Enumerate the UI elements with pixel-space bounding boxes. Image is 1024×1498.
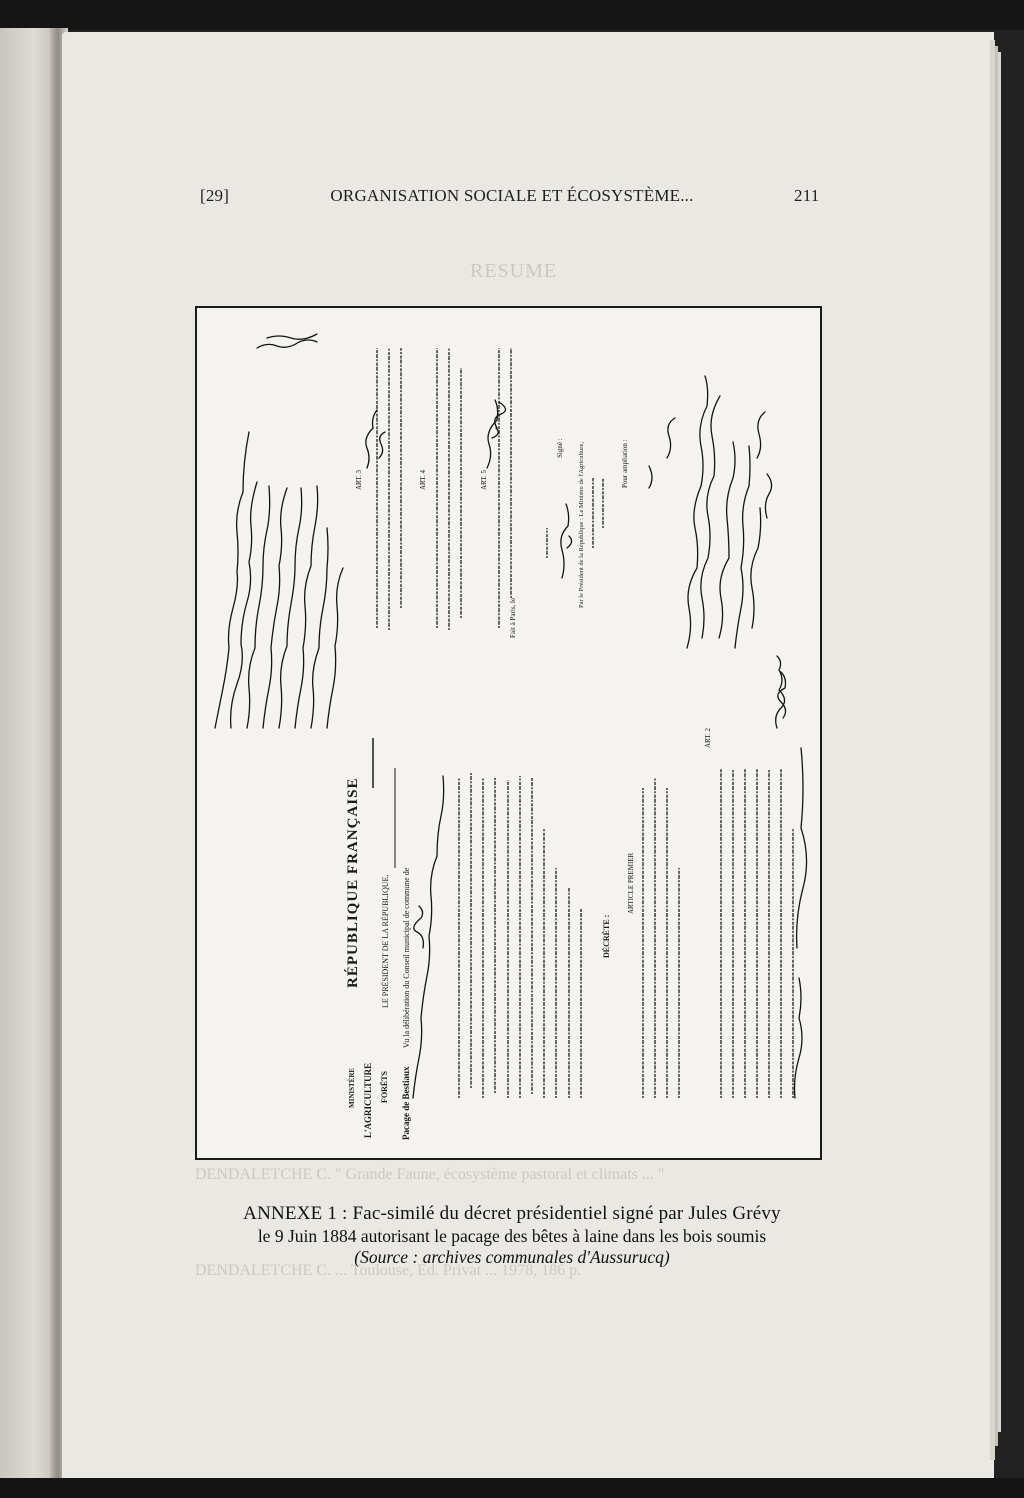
ministry-label: L'AGRICULTURE [363, 1062, 373, 1138]
ministre-label: Par le Président de la République : Le Ministre de l'Agriculture, [578, 442, 585, 608]
scanner-bed-bottom [0, 1478, 1024, 1498]
signe-label: Signé : [556, 438, 564, 458]
ampliation-label: Pour ampliation : [621, 439, 629, 488]
printed-rules [373, 738, 395, 868]
subject-label: Pacage de Bestiaux [401, 1066, 411, 1140]
figure-caption-subtitle: le 9 Juin 1884 autorisant le pacage des bêtes à laine dans les bois soumis [257, 1226, 767, 1246]
show-through-line: DENDALETCHE C. " Grande Faune, écosystème pastoral et climats ... " [195, 1166, 665, 1183]
printed-body-text [377, 348, 793, 1098]
article-5: ART. 5 [480, 469, 488, 490]
fait-a-paris: Fait à Paris, le [509, 597, 517, 638]
republic-heading: RÉPUBLIQUE FRANÇAISE [345, 777, 361, 988]
vu-line: Vu la délibération du Conseil municipal de commune de [402, 867, 411, 1048]
page-section-number: [29] [200, 186, 230, 205]
show-through-title: RESUME [470, 260, 558, 282]
article-premier: ARTICLE PREMIER [627, 852, 635, 914]
decrete-heading: DÉCRÈTE : [602, 914, 611, 958]
article-3: ART. 3 [355, 469, 363, 490]
figure-caption-source: (Source : archives communales d'Aussurucq) [354, 1247, 670, 1267]
president-heading: LE PRÉSIDENT DE LA RÉPUBLIQUE, [381, 874, 390, 1008]
show-through-line: DENDALETCHE C. ... Toulouse, Ed. Privat ... 1978, 186 p. [195, 1262, 582, 1279]
ministry-label: MINISTÈRE [348, 1067, 356, 1108]
page-number: 211 [794, 186, 820, 205]
article-2: ART. 2 [704, 727, 712, 748]
decree-facsimile-drawing [197, 308, 820, 1158]
decree-facsimile [195, 306, 822, 1160]
figure-caption-title: ANNEXE 1 : Fac-similé du décret présidentiel signé par Jules Grévy [243, 1203, 781, 1224]
scanner-bed-top [0, 0, 1024, 30]
running-title: ORGANISATION SOCIALE ET ÉCOSYSTÈME... [330, 186, 694, 205]
article-4: ART. 4 [419, 469, 427, 490]
page-stack-edge [998, 52, 1001, 1432]
service-label: FORÊTS [380, 1070, 389, 1103]
